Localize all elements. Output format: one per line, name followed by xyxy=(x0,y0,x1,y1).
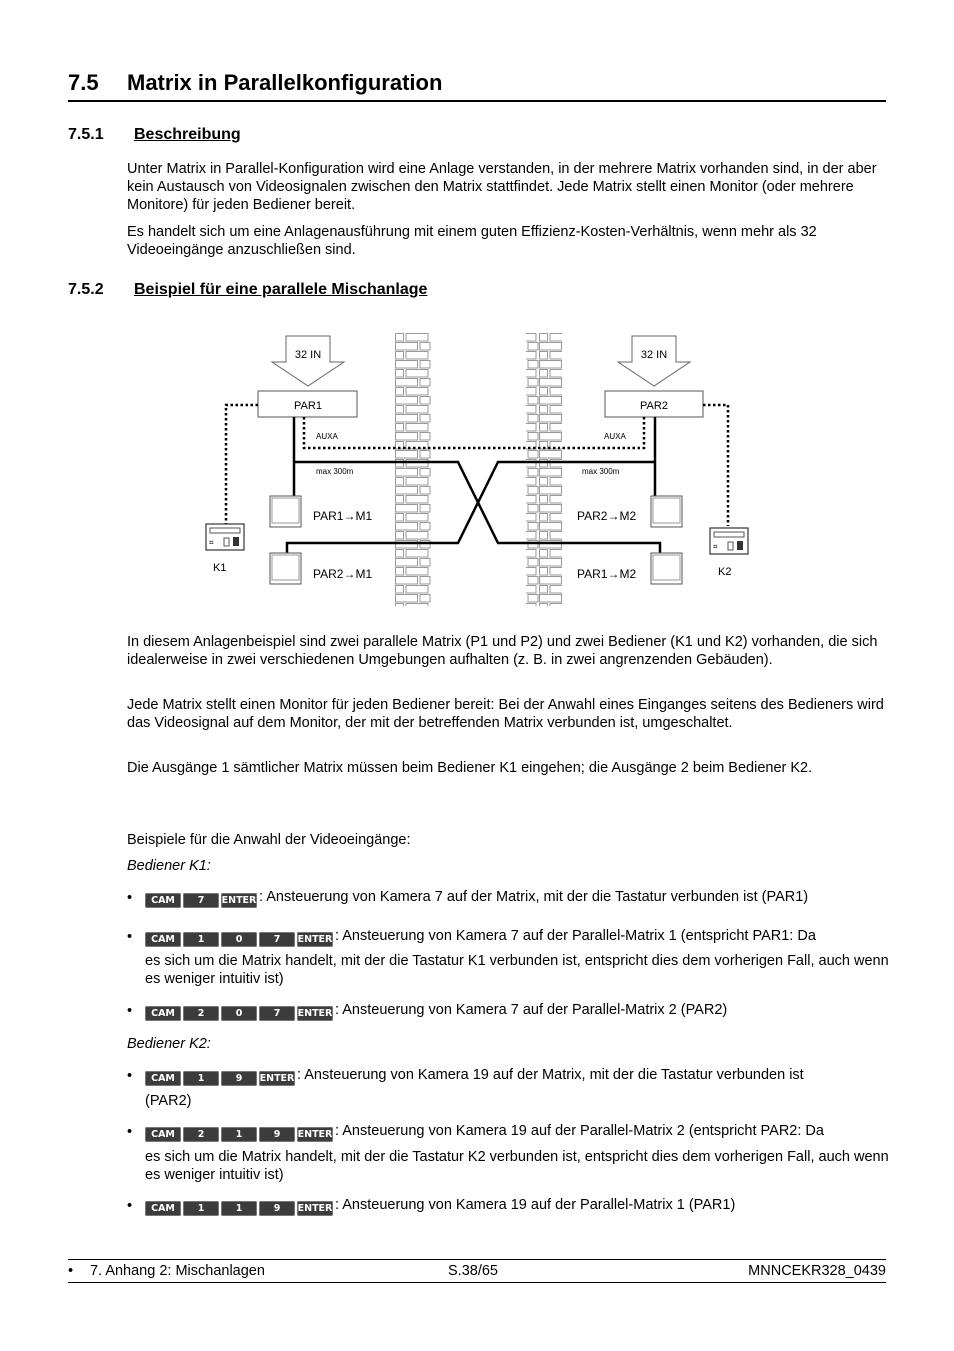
footer-bullet: • xyxy=(68,1263,74,1279)
example-k1-1 xyxy=(145,888,890,908)
bullet: • xyxy=(127,1003,133,1019)
key-sequence xyxy=(145,1198,335,1216)
bullet: • xyxy=(127,1068,133,1084)
example-k1-3 xyxy=(145,1001,890,1021)
section-title: Matrix in Parallelkonfiguration xyxy=(127,70,443,95)
key-sequence xyxy=(145,1003,335,1021)
key-enter: ENTER xyxy=(297,1008,333,1019)
key-enter: ENTER xyxy=(221,895,257,906)
key-2: 2 xyxy=(183,1127,219,1142)
key-enter: ENTER xyxy=(259,1073,295,1084)
key-1: 1 xyxy=(183,1201,219,1216)
keyboard-k2-icon xyxy=(710,528,748,554)
key-enter: ENTER xyxy=(297,1129,333,1140)
k2-heading: Bediener K2: xyxy=(127,1036,211,1052)
subsection-number: 7.5.1 xyxy=(68,126,104,143)
subsection-title: Beispiel für eine parallele Mischanlage xyxy=(134,281,428,298)
key-cam: CAM xyxy=(145,1201,181,1216)
wall-left xyxy=(395,333,431,606)
subsection-heading-1 xyxy=(68,126,241,144)
example-text: : Ansteuerung von Kamera 7 auf der Parallel-Matrix 2 (PAR2) xyxy=(335,1002,728,1018)
dotted-line-auxa-right xyxy=(560,417,644,448)
key-enter: ENTER xyxy=(297,934,333,945)
key-9: 9 xyxy=(221,1071,257,1086)
input-arrow-right xyxy=(618,336,690,386)
example-text: : Ansteuerung von Kamera 19 auf der Parallel-Matrix 1 (PAR1) xyxy=(335,1197,736,1213)
svg-text:⌗: ⌗ xyxy=(713,542,718,551)
section-number: 7.5 xyxy=(68,70,99,95)
monitor-label-left-2: PAR2→M1 xyxy=(313,567,373,581)
key-cam: CAM xyxy=(145,893,181,908)
example-k2-3 xyxy=(145,1196,890,1216)
key-cam: CAM xyxy=(145,1071,181,1086)
paragraph: Unter Matrix in Parallel-Konfiguration wird eine Anlage verstanden, in der mehrere Matrix vorhanden sind, in der aber kein Austausch von Videosignalen zwischen den Matrix stattfindet. Jede Matrix stellt einen Monitor (oder mehrere Monitore) für jeden Bediener bereit. xyxy=(127,161,877,213)
keyboard-label-k1: K1 xyxy=(213,562,227,574)
input-arrow-left xyxy=(272,336,344,386)
monitor-right-2-icon xyxy=(651,553,682,584)
dotted-line-auxa-left xyxy=(304,417,560,448)
key-enter: ENTER xyxy=(297,1203,333,1214)
auxa-label-left: AUXA xyxy=(316,432,338,441)
key-7: 7 xyxy=(259,932,295,947)
key-1: 1 xyxy=(221,1127,257,1142)
monitor-right-1-icon xyxy=(651,496,682,527)
key-2: 2 xyxy=(183,1006,219,1021)
subsection-heading-2 xyxy=(68,281,427,299)
paragraph: Die Ausgänge 1 sämtlicher Matrix müssen beim Bediener K1 eingehen; die Ausgänge 2 beim Bediener K2. xyxy=(127,760,813,776)
footer-page-number: S.38/65 xyxy=(448,1263,498,1279)
example-text: : Ansteuerung von Kamera 19 auf der Parallel-Matrix 2 (entspricht PAR2: Da xyxy=(335,1123,824,1139)
key-sequence xyxy=(145,1068,297,1086)
distance-label-right: max 300m xyxy=(582,467,620,476)
subsection-title: Beschreibung xyxy=(134,126,241,143)
example-k2-1-continuation: (PAR2) xyxy=(145,1093,192,1109)
wall-right xyxy=(526,333,562,606)
monitor-left-2-icon xyxy=(270,553,301,584)
key-9: 9 xyxy=(259,1127,295,1142)
key-0: 0 xyxy=(221,1006,257,1021)
monitor-label-left-1: PAR1→M1 xyxy=(313,509,373,523)
distance-label-left: max 300m xyxy=(316,467,354,476)
keyboard-label-k2: K2 xyxy=(718,566,732,578)
bullet: • xyxy=(127,1124,133,1140)
monitor-label-right-1: PAR2→M2 xyxy=(577,509,637,523)
section-heading xyxy=(68,70,886,102)
dotted-line-k2 xyxy=(703,405,728,526)
example-k2-2-continuation: es sich um die Matrix handelt, mit der die Tastatur K2 verbunden ist, entspricht dies dem vorherigen Fall, auch wenn es weniger intuitiv ist) xyxy=(145,1149,889,1183)
example-k1-2 xyxy=(145,927,890,947)
key-cam: CAM xyxy=(145,1006,181,1021)
dotted-line-k1 xyxy=(226,405,258,524)
k1-heading: Bediener K1: xyxy=(127,858,211,874)
input-label-left: 32 IN xyxy=(294,349,322,361)
key-0: 0 xyxy=(221,932,257,947)
key-cam: CAM xyxy=(145,1127,181,1142)
example-text: : Ansteuerung von Kamera 7 auf der Matrix, mit der die Tastatur verbunden ist (PAR1) xyxy=(259,889,809,905)
par1-label: PAR1 xyxy=(294,400,322,412)
svg-text:⌗: ⌗ xyxy=(209,538,214,547)
input-label-right: 32 IN xyxy=(640,349,668,361)
par2-label: PAR2 xyxy=(640,400,668,412)
example-text: : Ansteuerung von Kamera 19 auf der Matrix, mit der die Tastatur verbunden ist xyxy=(297,1067,804,1083)
paragraph: Jede Matrix stellt einen Monitor für jeden Bediener bereit: Bei der Anwahl eines Einganges seitens des Bedieners wird das Videosignal auf dem Monitor, der mit der betreffenden Matrix verbunden ist, umgeschaltet. xyxy=(127,697,884,731)
key-9: 9 xyxy=(259,1201,295,1216)
bullet: • xyxy=(127,1198,133,1214)
paragraph: Es handelt sich um eine Anlagenausführung mit einem guten Effizienz-Kosten-Verhältnis, wenn mehr als 32 Videoeingänge anzuschließen sind. xyxy=(127,224,817,258)
footer-document-id: MNNCEKR328_0439 xyxy=(748,1263,886,1279)
auxa-label-right: AUXA xyxy=(604,432,626,441)
example-k2-2 xyxy=(145,1122,890,1142)
paragraph: In diesem Anlagenbeispiel sind zwei parallele Matrix (P1 und P2) und zwei Bediener (K1 und K2) vorhanden, die sich idealerweise in zwei verschiedenen Umgebungen aufhalten (z. B. in zwei angrenzenden Gebäuden). xyxy=(127,634,878,668)
key-cam: CAM xyxy=(145,932,181,947)
key-sequence xyxy=(145,890,259,908)
footer-chapter: 7. Anhang 2: Mischanlagen xyxy=(90,1263,265,1279)
page-footer xyxy=(68,1259,886,1283)
key-sequence xyxy=(145,1124,335,1142)
subsection-number: 7.5.2 xyxy=(68,281,104,298)
examples-intro: Beispiele für die Anwahl der Videoeingänge: xyxy=(127,832,411,848)
example-text: : Ansteuerung von Kamera 7 auf der Parallel-Matrix 1 (entspricht PAR1: Da xyxy=(335,928,816,944)
key-7: 7 xyxy=(183,893,219,908)
monitor-left-1-icon xyxy=(270,496,301,527)
key-7: 7 xyxy=(259,1006,295,1021)
example-k1-2-continuation: es sich um die Matrix handelt, mit der die Tastatur K1 verbunden ist, entspricht dies dem vorherigen Fall, auch wenn es weniger intuitiv ist) xyxy=(145,953,889,987)
key-sequence xyxy=(145,929,335,947)
key-1: 1 xyxy=(183,1071,219,1086)
monitor-label-right-2: PAR1→M2 xyxy=(577,567,637,581)
key-1: 1 xyxy=(183,932,219,947)
bullet: • xyxy=(127,890,133,906)
key-1: 1 xyxy=(221,1201,257,1216)
keyboard-k1-icon xyxy=(206,524,244,550)
bullet: • xyxy=(127,929,133,945)
parallel-matrix-diagram xyxy=(195,325,765,615)
example-k2-1 xyxy=(145,1066,890,1086)
